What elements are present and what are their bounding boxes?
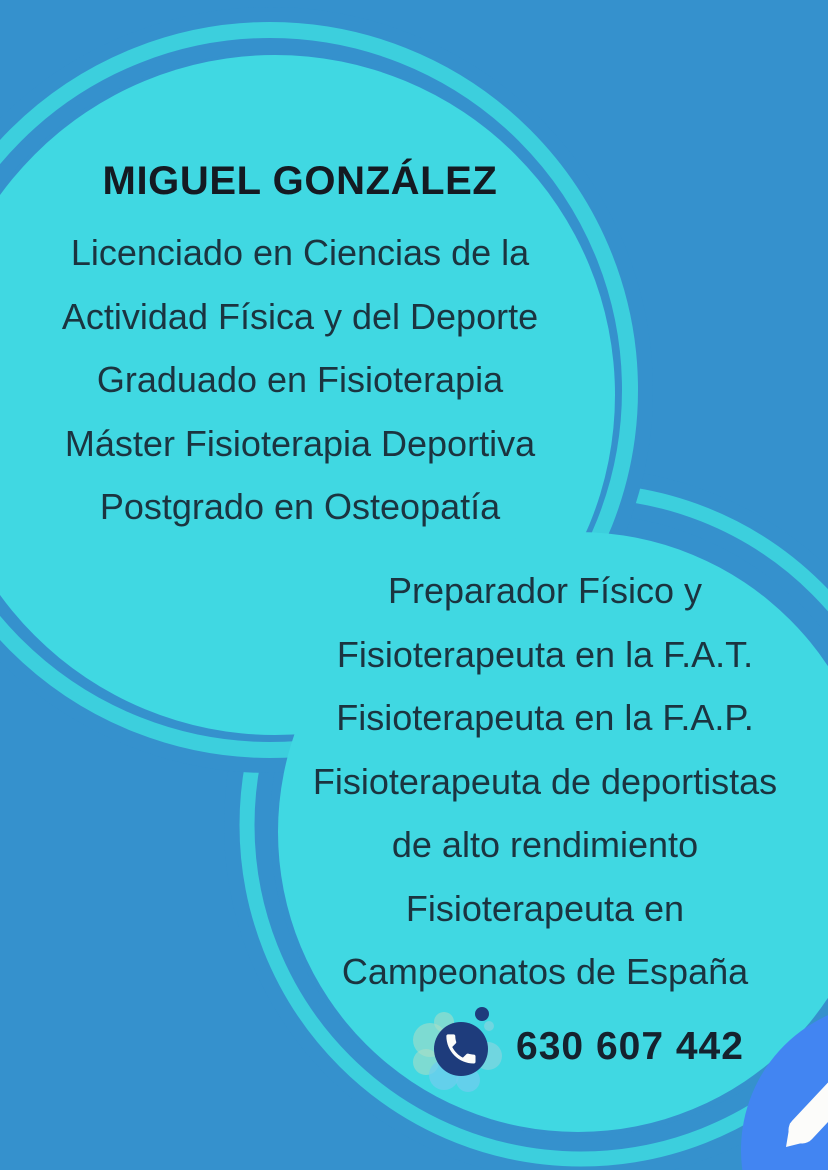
roles-list (245, 559, 828, 1004)
phone-dot-navy (475, 1007, 489, 1021)
person-name-title: MIGUEL GONZÁLEZ (102, 159, 498, 203)
text-line: Fisioterapeuta en la F.A.T. (336, 633, 754, 675)
credentials-list (0, 221, 600, 539)
text-line: Licenciado en Ciencias de la (70, 232, 530, 273)
text-line: Actividad Física y del Deporte (61, 295, 539, 337)
text-line: Postgrado en Osteopatía (99, 486, 501, 527)
text-line: Fisioterapeuta de deportistas (312, 760, 778, 802)
text-line: Graduado en Fisioterapia (96, 359, 504, 400)
text-line: de alto rendimiento (391, 824, 699, 865)
text-line: Máster Fisioterapia Deportiva (64, 422, 536, 464)
text-line: Preparador Físico y (387, 570, 703, 611)
phone-number: 630 607 442 (516, 1025, 744, 1068)
text-line: Campeonatos de España (341, 951, 749, 992)
text-line: Fisioterapeuta en la F.A.P. (336, 697, 754, 738)
text-line: Fisioterapeuta en (405, 887, 685, 929)
